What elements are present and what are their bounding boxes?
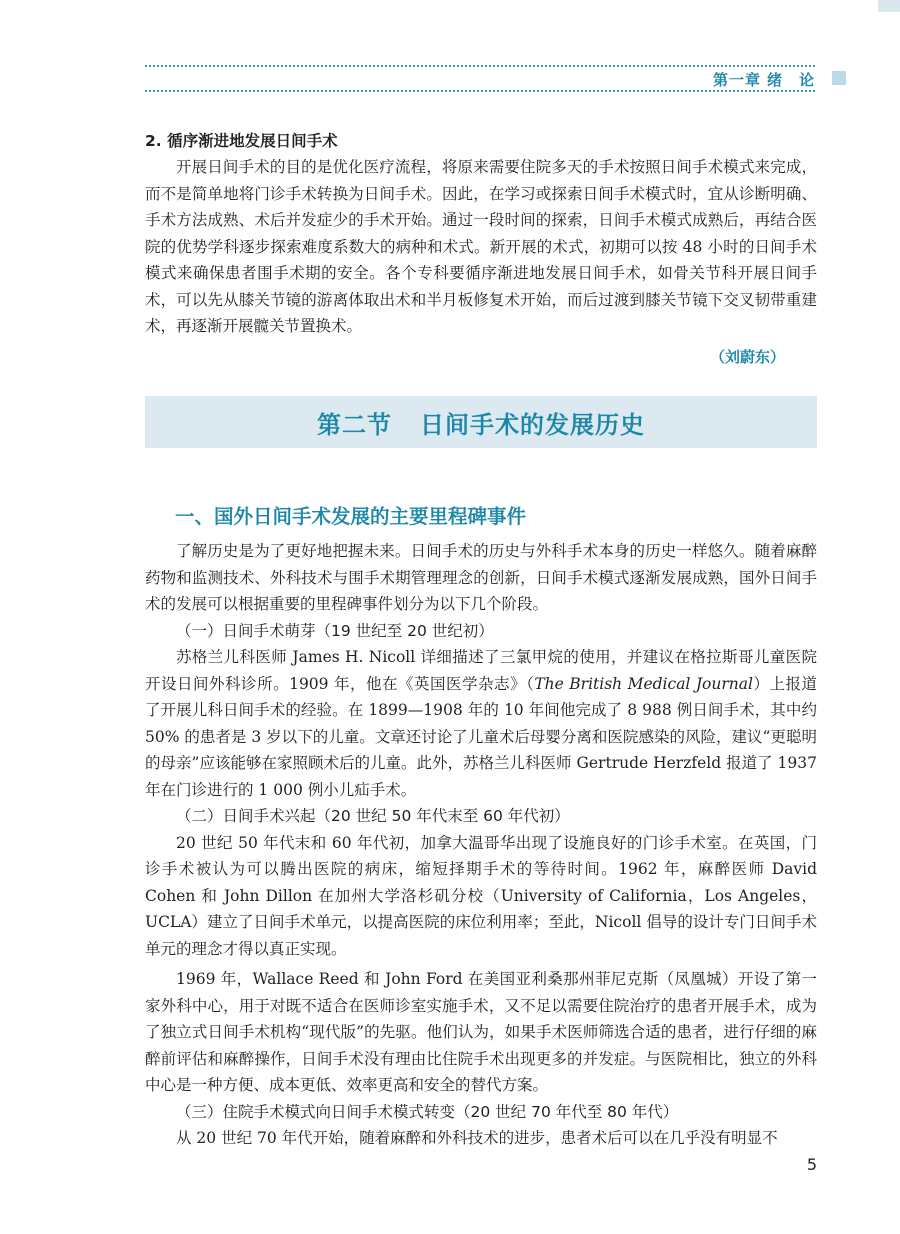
section1-paragraph: 开展日间手术的目的是优化医疗流程，将原来需要住院多天的手术按照日间手术模式来完成，而不是简单地将门诊手术转换为日间手术。因此，在学习或探索日间手术模式时，宜从诊断明确、手术方法成熟、术后并发症少的手术开始。通过一段时间的探索，日间手术模式成熟后，再结合医院的优势学科逐步探索难度系数大的病种和术式。新开展的术式，初期可以按 48 小时的日间手术模式来确保患者围手术期的安全。各个专科要循序渐进地发展日间手术，如骨关节科开展日间手术，可以先从膝关节镜的游离体取出术和半月板修复术开始，而后过渡到膝关节镜下交叉韧带重建术，再逐渐开展髋关节置换术。 bbox=[145, 158, 817, 335]
section-title bbox=[145, 405, 817, 440]
section-name: 日间手术的发展历史 bbox=[420, 411, 645, 439]
section-number: 第二节 bbox=[317, 411, 392, 439]
stage1-title: （一）日间手术萌芽（19 世纪至 20 世纪初） bbox=[176, 621, 494, 640]
section1-block bbox=[145, 128, 817, 367]
header-square-marker bbox=[832, 71, 846, 85]
stage2-paragraph-2: 1969 年，Wallace Reed 和 John Ford 在美国亚利桑那州菲尼克斯（凤凰城）开设了第一家外科中心，用于对既不适合在医师诊室实施手术，又不足以需要住院治疗的患者开展手术，成为了独立式日间手术机构“现代版”的先驱。他们认为，如果手术医师筛选合适的患者，进行仔细的麻醉前评估和麻醉操作，日间手术没有理由比住院手术出现更多的并发症。与医院相比，独立的外科中心是一种方便、成本更低、效率更高和安全的替代方案。 bbox=[145, 970, 817, 1094]
part1-body bbox=[145, 538, 817, 1152]
stage1-paragraph bbox=[145, 644, 817, 803]
stage1-text-b: ）上报道了开展儿科日间手术的经验。在 1899—1908 年的 10 年间他完成了 8 988 例日间手术，其中约 50% 的患者是 3 岁以下的儿童。文章还讨论了儿童术后母婴分离和医院感染的风险，建议“更聪明的母亲”应该能够在家照顾术后的儿童。此外，苏格兰儿科医师 Gertrude Herzfeld 报道了 1937 年在门诊进行的 1 000 例小儿疝手术。 bbox=[145, 674, 817, 799]
page-number: 5 bbox=[806, 1155, 817, 1174]
stage2-paragraph-1: 20 世纪 50 年代末和 60 年代初，加拿大温哥华出现了设施良好的门诊手术室。在英国，门诊手术被认为可以腾出医院的病床，缩短择期手术的等待时间。1962 年，麻醉医师 David Cohen 和 John Dillon 在加州大学洛杉矶分校（University of California，Los Angeles，UCLA）建立了日间手术单元，以提高医院的床位利用率；至此，Nicoll 倡导的设计专门日间手术单元的理念才得以真正实现。 bbox=[145, 833, 817, 958]
header-rule-bottom bbox=[145, 90, 815, 92]
chapter-label: 第一章 bbox=[712, 71, 761, 89]
part1-intro: 了解历史是为了更好地把握未来。日间手术的历史与外科手术本身的历史一样悠久。随着麻醉药物和监测技术、外科技术与围手术期管理理念的创新，日间手术模式逐渐发展成熟，国外日间手术的发展可以根据重要的里程碑事件划分为以下几个阶段。 bbox=[145, 542, 817, 613]
stage2-title: （二）日间手术兴起（20 世纪 50 年代末至 60 年代初） bbox=[176, 807, 570, 825]
corner-decoration bbox=[878, 0, 900, 12]
part1-heading: 一、国外日间手术发展的主要里程碑事件 bbox=[175, 505, 527, 528]
section1-heading: 2. 循序渐进地发展日间手术 bbox=[145, 132, 338, 150]
chapter-title: 绪 论 bbox=[766, 71, 815, 89]
section-banner bbox=[145, 396, 817, 448]
stage3-paragraph: 从 20 世纪 70 年代开始，随着麻醉和外科技术的进步，患者术后可以在几乎没有明显不 bbox=[176, 1129, 778, 1147]
stage3-title: （三）住院手术模式向日间手术模式转变（20 世纪 70 年代至 80 年代） bbox=[176, 1102, 679, 1121]
journal-title: The British Medical Journal bbox=[534, 674, 753, 693]
author-credit: （刘蔚东） bbox=[709, 347, 785, 366]
header-rule-top bbox=[145, 65, 815, 67]
running-header bbox=[713, 69, 815, 90]
stage1-text-a: 苏格兰儿科医师 James H. Nicoll 详细描述了三氯甲烷的使用，并建议在格拉斯哥儿童医院开设日间外科诊所。1909 年，他在《英国医学杂志》（ bbox=[145, 648, 817, 693]
